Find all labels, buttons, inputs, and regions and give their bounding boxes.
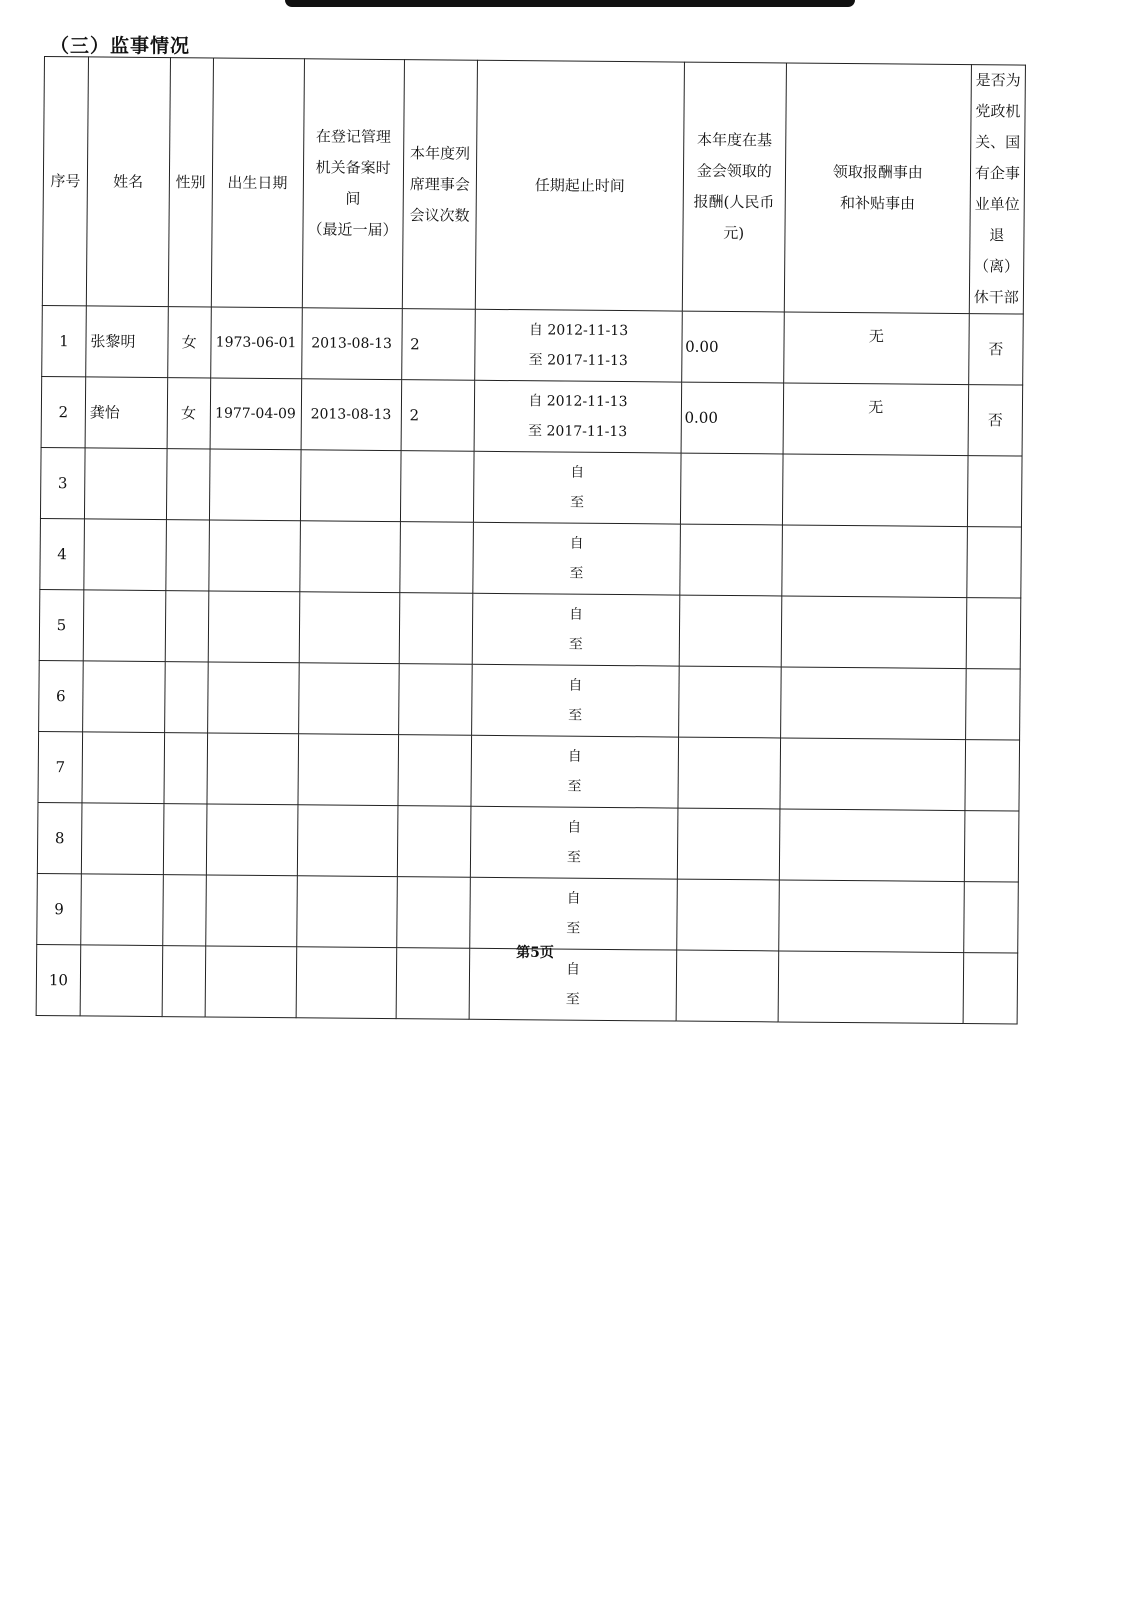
term-start: 自 2012-11-13 — [528, 393, 628, 411]
cell-registered-date: 2013-08-13 — [301, 308, 402, 380]
term-end: 至 — [568, 636, 583, 653]
header-retired-line: （离） — [973, 257, 1020, 276]
cell-gender — [164, 733, 208, 804]
cell-pay — [679, 524, 782, 596]
section-title: （三）监事情况 — [50, 35, 191, 57]
cell-birth-date — [207, 733, 299, 805]
cell-retired — [965, 669, 1020, 740]
cell-seq: 6 — [39, 660, 84, 731]
term-start: 自 — [568, 677, 583, 694]
term-end: 至 2017-11-13 — [528, 423, 628, 441]
cell-meetings — [398, 664, 472, 736]
cell-reason — [782, 525, 968, 598]
cell-meetings: 2 — [401, 380, 475, 452]
cell-seq: 5 — [39, 589, 84, 660]
cell-birth-date: 1977-04-09 — [210, 378, 302, 450]
cell-name — [83, 661, 165, 733]
cell-gender: 女 — [167, 307, 211, 378]
header-pay-line: 元) — [723, 223, 745, 243]
cell-pay — [678, 737, 781, 809]
cell-reason — [780, 667, 966, 740]
cell-gender — [162, 875, 206, 946]
cell-seq: 9 — [37, 873, 82, 944]
header-meetings-line: 席理事会 — [409, 174, 470, 194]
cell-registered-date — [297, 805, 398, 877]
term-start: 自 — [565, 961, 581, 978]
header-retired-line: 业单位 — [974, 195, 1020, 214]
cell-retired — [966, 598, 1021, 669]
cell-registered-date — [298, 734, 399, 806]
table-body — [36, 305, 1023, 1024]
header-retired-line: 党政机 — [975, 102, 1021, 121]
cell-pay — [676, 879, 779, 951]
cell-meetings — [396, 877, 470, 949]
header-meetings-line: 本年度列 — [410, 143, 471, 163]
term-end: 至 — [566, 920, 581, 937]
cell-term — [475, 309, 682, 382]
header-retired-line: 休干部 — [973, 288, 1019, 307]
term-start: 自 2012-11-13 — [528, 322, 629, 340]
cell-term — [471, 735, 678, 808]
header-pay-line: 报酬(人民币 — [693, 192, 775, 212]
cell-reason — [779, 809, 965, 882]
header-meetings — [402, 60, 478, 310]
cell-gender — [166, 520, 210, 591]
header-retired-line: 退 — [989, 226, 1005, 245]
term-end: 至 — [569, 494, 585, 511]
cell-reason: 无 — [783, 383, 969, 456]
cell-birth-date — [206, 804, 298, 876]
cell-pay — [678, 666, 781, 738]
table-row — [40, 447, 1022, 527]
cell-name: 龚怡 — [85, 377, 167, 449]
header-registered-line: 机关备案时 — [315, 158, 391, 178]
cell-name — [83, 590, 165, 662]
cell-birth-date — [205, 875, 297, 947]
cell-seq: 8 — [37, 802, 82, 873]
header-reason — [784, 63, 971, 314]
cell-pay — [679, 595, 782, 667]
header-retired — [969, 65, 1025, 314]
page-number: 第5页 — [516, 945, 554, 961]
term-end: 至 — [568, 707, 583, 724]
supervisor-table-sheet — [36, 56, 1026, 1025]
header-meetings-line: 会议次数 — [409, 205, 470, 225]
cell-meetings — [400, 522, 474, 594]
table-row — [41, 376, 1023, 456]
scan-edge-shadow — [285, 0, 855, 7]
cell-registered-date — [296, 876, 397, 948]
cell-meetings — [400, 451, 474, 523]
cell-pay — [677, 808, 780, 880]
cell-seq: 4 — [40, 518, 85, 589]
cell-seq: 1 — [42, 305, 87, 376]
term-end: 至 — [567, 778, 582, 795]
cell-reason: 无 — [784, 312, 970, 385]
cell-retired: 否 — [968, 314, 1023, 385]
term-start: 自 — [570, 464, 585, 481]
header-registered-line: （最近一届） — [307, 220, 398, 240]
cell-registered-date: 2013-08-13 — [301, 379, 402, 451]
cell-gender — [166, 449, 210, 520]
cell-term — [472, 664, 679, 737]
term-end: 至 — [566, 849, 582, 866]
table-row — [42, 305, 1024, 385]
term-end: 至 2017-11-13 — [528, 352, 628, 370]
cell-registered-date — [298, 663, 399, 735]
cell-term — [473, 522, 680, 595]
header-birth-date: 出生日期 — [211, 58, 304, 308]
cell-pay: 0.00 — [681, 382, 784, 454]
cell-name — [84, 519, 166, 591]
cell-birth-date — [209, 449, 301, 521]
table-row — [38, 731, 1020, 811]
header-pay-line: 金会领取的 — [696, 161, 772, 181]
cell-seq: 2 — [41, 376, 86, 447]
cell-birth-date — [207, 662, 299, 734]
term-start: 自 — [569, 535, 584, 552]
cell-birth-date — [208, 520, 300, 592]
table-row — [39, 660, 1021, 740]
cell-registered-date — [299, 521, 400, 593]
header-pay — [682, 62, 786, 312]
cell-registered-date — [299, 592, 400, 664]
header-seq: 序号 — [42, 57, 88, 306]
term-start: 自 — [567, 819, 582, 836]
header-retired-line: 关、国 — [975, 133, 1021, 152]
header-registered-date — [302, 59, 404, 309]
term-end: 至 — [565, 991, 580, 1008]
cell-name — [81, 874, 163, 946]
cell-seq: 10 — [36, 944, 81, 1015]
cell-seq: 7 — [38, 731, 83, 802]
table-row — [40, 518, 1022, 598]
cell-retired — [963, 953, 1018, 1024]
header-term: 任期起止时间 — [476, 60, 685, 311]
cell-term — [471, 806, 678, 879]
cell-reason — [781, 596, 967, 669]
header-pay-line: 本年度在基 — [696, 130, 773, 150]
header-retired-line: 有企事 — [974, 164, 1020, 183]
cell-term — [472, 593, 679, 666]
cell-retired — [964, 811, 1019, 882]
cell-meetings — [399, 593, 473, 665]
header-registered-line: 在登记管理 — [315, 127, 391, 147]
cell-gender — [164, 662, 208, 733]
term-start: 自 — [566, 890, 581, 907]
cell-retired — [967, 456, 1022, 527]
cell-birth-date — [208, 591, 300, 663]
cell-retired: 否 — [968, 385, 1023, 456]
cell-name: 张黎明 — [86, 306, 168, 378]
cell-registered-date — [300, 450, 401, 522]
term-start: 自 — [567, 748, 582, 765]
cell-retired — [967, 527, 1022, 598]
table-row — [39, 589, 1021, 669]
header-reason-line: 领取报酬事由 — [832, 162, 923, 182]
cell-term — [474, 451, 681, 524]
table-row — [37, 802, 1019, 882]
cell-name — [81, 803, 163, 875]
supervisor-table — [36, 56, 1026, 1025]
cell-meetings — [397, 806, 471, 878]
cell-term — [474, 380, 681, 453]
cell-gender: 女 — [167, 378, 211, 449]
header-registered-line: 间 — [345, 189, 361, 208]
cell-meetings — [398, 735, 472, 807]
cell-name — [84, 448, 166, 520]
cell-pay: 0.00 — [681, 311, 784, 383]
table-header-row — [42, 57, 1025, 315]
header-reason-line: 和补贴事由 — [839, 193, 916, 213]
cell-birth-date: 1973-06-01 — [210, 307, 302, 379]
cell-name — [82, 732, 164, 804]
cell-gender — [163, 804, 207, 875]
term-end: 至 — [569, 565, 584, 582]
cell-gender — [165, 591, 209, 662]
cell-reason — [780, 738, 966, 811]
cell-reason — [782, 454, 968, 527]
header-name: 姓名 — [86, 57, 170, 307]
cell-term — [470, 877, 677, 950]
cell-seq: 3 — [40, 447, 85, 518]
cell-pay — [680, 453, 783, 525]
header-retired-line: 是否为 — [975, 71, 1021, 90]
term-start: 自 — [569, 606, 584, 623]
header-gender: 性别 — [168, 58, 213, 307]
cell-meetings: 2 — [401, 309, 475, 381]
cell-retired — [965, 740, 1020, 811]
